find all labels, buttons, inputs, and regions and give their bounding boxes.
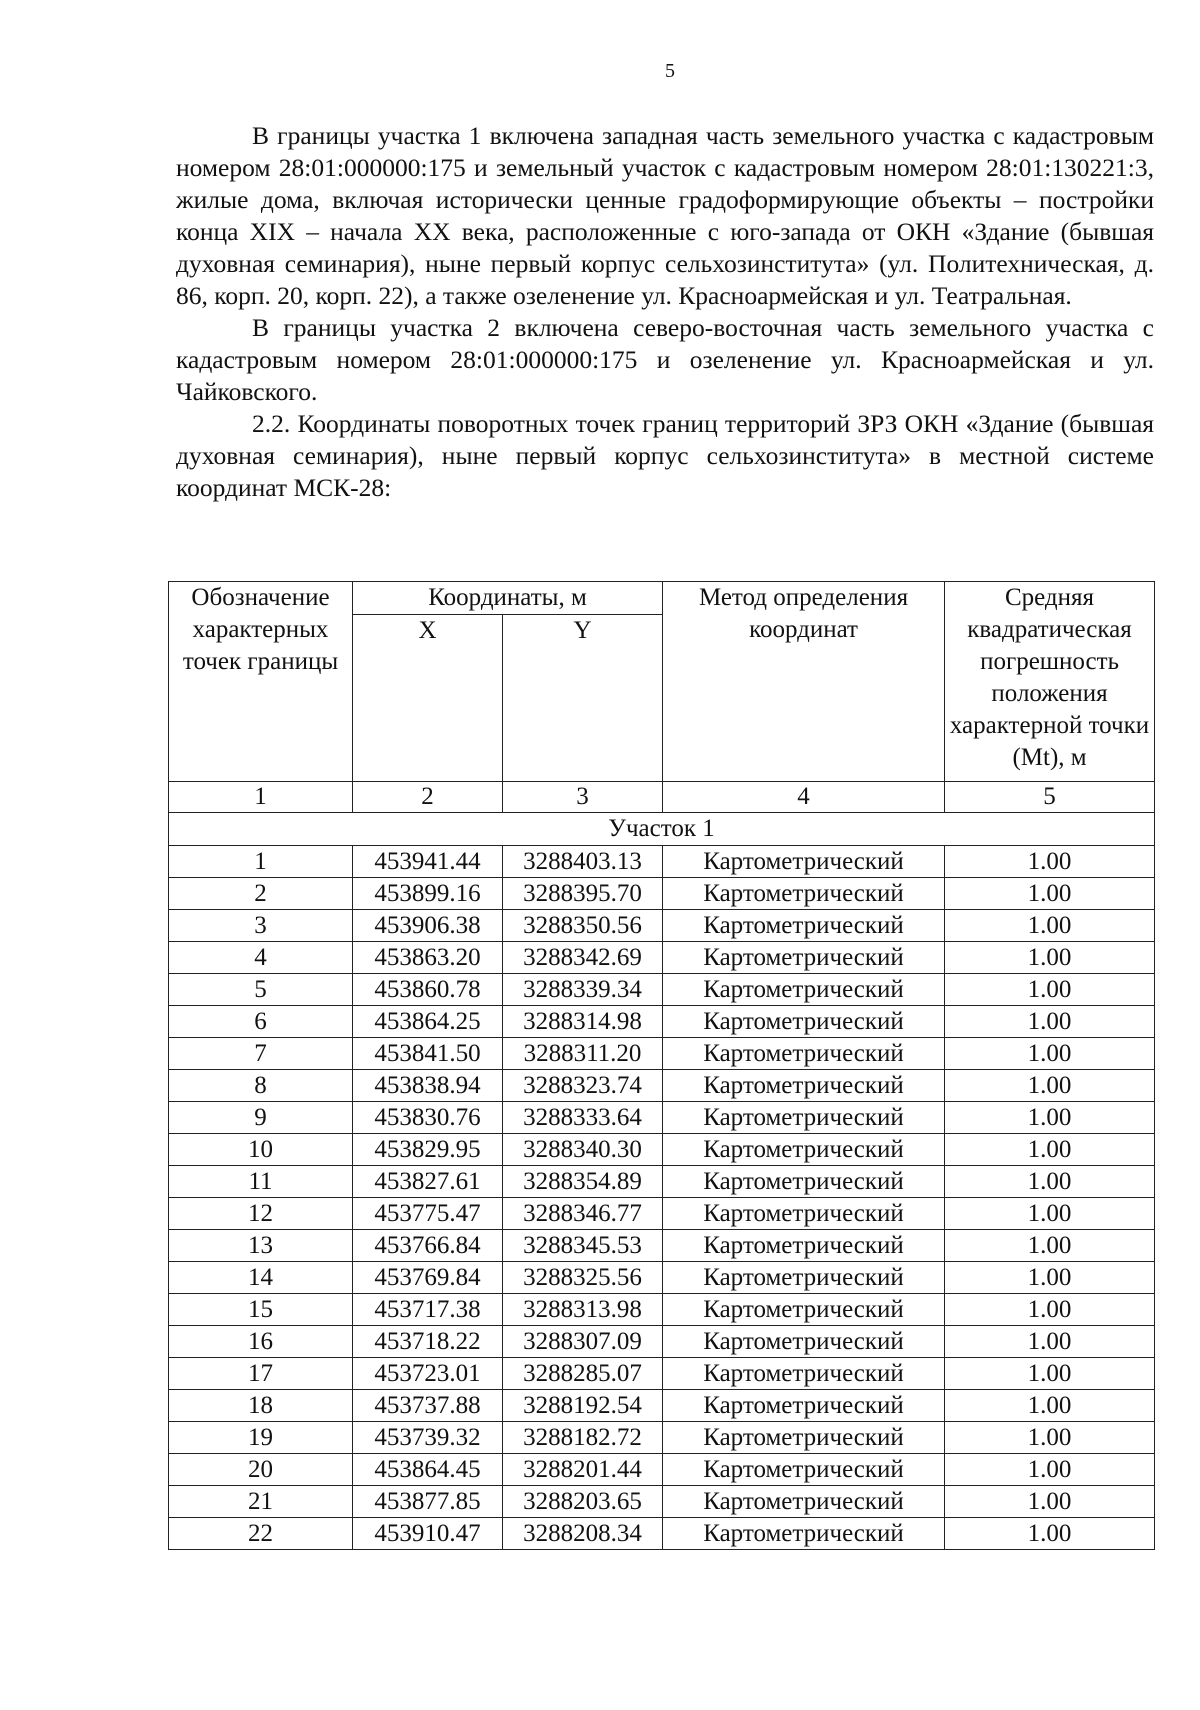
- table-row: [169, 1518, 1155, 1550]
- column-number: 1: [169, 782, 353, 813]
- coord-x: 453877.85: [353, 1486, 503, 1518]
- table-row: [169, 1006, 1155, 1038]
- coord-x: 453841.50: [353, 1038, 503, 1070]
- coord-y: 3288323.74: [503, 1070, 663, 1102]
- coord-x: 453827.61: [353, 1166, 503, 1198]
- method-value: Картометрический: [663, 846, 945, 878]
- coord-x: 453863.20: [353, 942, 503, 974]
- coord-x: 453766.84: [353, 1230, 503, 1262]
- coord-y: 3288333.64: [503, 1102, 663, 1134]
- coord-y: 3288350.56: [503, 910, 663, 942]
- point-number: 7: [169, 1038, 353, 1070]
- coord-x: 453737.88: [353, 1390, 503, 1422]
- method-value: Картометрический: [663, 1134, 945, 1166]
- paragraph-plot-1: В границы участка 1 включена западная часть земельного участка с кадастровым номером 28:01:000000:175 и земельный участок с кадастровым номером 28:01:130221:3, жилые дома, включая исторически ценные градоформирующие объекты – постройки конца XIX – начала XX века, расположенные с юго-запада от ОКН «Здание (бывшая духовная семинария), ныне первый корпус сельхозинститута» (ул. Политехническая, д. 86, корп. 20, корп. 22), а также озеленение ул. Красноармейская и ул. Театральная.: [176, 121, 1154, 310]
- coord-x: 453906.38: [353, 910, 503, 942]
- method-value: Картометрический: [663, 1198, 945, 1230]
- error-value: 1.00: [945, 1262, 1155, 1294]
- table-row: [169, 1230, 1155, 1262]
- coord-y: 3288340.30: [503, 1134, 663, 1166]
- coord-y: 3288325.56: [503, 1262, 663, 1294]
- header-x: X: [353, 615, 503, 782]
- method-value: Картометрический: [663, 942, 945, 974]
- point-number: 17: [169, 1358, 353, 1390]
- method-value: Картометрический: [663, 910, 945, 942]
- body-text: [176, 120, 1154, 504]
- coord-y: 3288307.09: [503, 1326, 663, 1358]
- table-row: [169, 1390, 1155, 1422]
- method-value: Картометрический: [663, 1486, 945, 1518]
- error-value: 1.00: [945, 1390, 1155, 1422]
- point-number: 15: [169, 1294, 353, 1326]
- coord-y: 3288203.65: [503, 1486, 663, 1518]
- coord-x: 453838.94: [353, 1070, 503, 1102]
- coord-x: 453910.47: [353, 1518, 503, 1550]
- point-number: 12: [169, 1198, 353, 1230]
- table-body: [169, 846, 1155, 1550]
- coord-y: 3288345.53: [503, 1230, 663, 1262]
- coord-x: 453723.01: [353, 1358, 503, 1390]
- coord-x: 453899.16: [353, 878, 503, 910]
- point-number: 5: [169, 974, 353, 1006]
- error-value: 1.00: [945, 1358, 1155, 1390]
- coord-x: 453860.78: [353, 974, 503, 1006]
- coord-x: 453739.32: [353, 1422, 503, 1454]
- coord-y: 3288311.20: [503, 1038, 663, 1070]
- header-coordinates: Координаты, м: [353, 582, 663, 615]
- table-row: [169, 846, 1155, 878]
- error-value: 1.00: [945, 1230, 1155, 1262]
- coord-x: 453775.47: [353, 1198, 503, 1230]
- coord-y: 3288342.69: [503, 942, 663, 974]
- column-number: 4: [663, 782, 945, 813]
- coord-y: 3288339.34: [503, 974, 663, 1006]
- table-row: [169, 1070, 1155, 1102]
- method-value: Картометрический: [663, 1294, 945, 1326]
- method-value: Картометрический: [663, 974, 945, 1006]
- error-value: 1.00: [945, 1102, 1155, 1134]
- coord-y: 3288285.07: [503, 1358, 663, 1390]
- column-number: 5: [945, 782, 1155, 813]
- error-value: 1.00: [945, 974, 1155, 1006]
- table-row: [169, 878, 1155, 910]
- point-number: 1: [169, 846, 353, 878]
- coord-y: 3288346.77: [503, 1198, 663, 1230]
- column-number-row: [169, 782, 1155, 813]
- error-value: 1.00: [945, 1198, 1155, 1230]
- method-value: Картометрический: [663, 1230, 945, 1262]
- coord-x: 453864.25: [353, 1006, 503, 1038]
- error-value: 1.00: [945, 846, 1155, 878]
- point-number: 4: [169, 942, 353, 974]
- table-row: [169, 1102, 1155, 1134]
- error-value: 1.00: [945, 1294, 1155, 1326]
- table-row: [169, 1422, 1155, 1454]
- point-number: 10: [169, 1134, 353, 1166]
- table-row: [169, 1198, 1155, 1230]
- method-value: Картометрический: [663, 1102, 945, 1134]
- error-value: 1.00: [945, 910, 1155, 942]
- column-number: 3: [503, 782, 663, 813]
- table-row: [169, 1262, 1155, 1294]
- point-number: 2: [169, 878, 353, 910]
- error-value: 1.00: [945, 1070, 1155, 1102]
- point-number: 9: [169, 1102, 353, 1134]
- coord-y: 3288395.70: [503, 878, 663, 910]
- section-label: Участок 1: [169, 813, 1155, 846]
- method-value: Картометрический: [663, 1390, 945, 1422]
- paragraph-plot-2: В границы участка 2 включена северо-восточная часть земельного участка с кадастровым номером 28:01:000000:175 и озеленение ул. Красноармейская и ул. Чайковского.: [176, 313, 1154, 406]
- error-value: 1.00: [945, 1518, 1155, 1550]
- coord-y: 3288403.13: [503, 846, 663, 878]
- coord-y: 3288208.34: [503, 1518, 663, 1550]
- table-row: [169, 942, 1155, 974]
- error-value: 1.00: [945, 942, 1155, 974]
- table-row: [169, 1294, 1155, 1326]
- column-number: 2: [353, 782, 503, 813]
- coord-x: 453829.95: [353, 1134, 503, 1166]
- point-number: 14: [169, 1262, 353, 1294]
- table-row: [169, 1358, 1155, 1390]
- point-number: 18: [169, 1390, 353, 1422]
- error-value: 1.00: [945, 1326, 1155, 1358]
- method-value: Картометрический: [663, 1262, 945, 1294]
- coord-y: 3288182.72: [503, 1422, 663, 1454]
- coord-x: 453941.44: [353, 846, 503, 878]
- coord-x: 453864.45: [353, 1454, 503, 1486]
- error-value: 1.00: [945, 1454, 1155, 1486]
- table-row: [169, 974, 1155, 1006]
- table-row: [169, 1038, 1155, 1070]
- method-value: Картометрический: [663, 1038, 945, 1070]
- error-value: 1.00: [945, 1006, 1155, 1038]
- header-y: Y: [503, 615, 663, 782]
- error-value: 1.00: [945, 1166, 1155, 1198]
- table-row: [169, 1134, 1155, 1166]
- method-value: Картометрический: [663, 878, 945, 910]
- coord-x: 453769.84: [353, 1262, 503, 1294]
- paragraph-coordinates-intro: 2.2. Координаты поворотных точек границ территорий ЗРЗ ОКН «Здание (бывшая духовная семинария), ныне первый корпус сельхозинститута» в местной системе координат МСК-28:: [176, 409, 1154, 502]
- coord-y: 3288354.89: [503, 1166, 663, 1198]
- header-method: Метод определения координат: [663, 582, 945, 782]
- error-value: 1.00: [945, 878, 1155, 910]
- method-value: Картометрический: [663, 1166, 945, 1198]
- point-number: 19: [169, 1422, 353, 1454]
- method-value: Картометрический: [663, 1422, 945, 1454]
- coordinates-table: [168, 581, 1155, 1550]
- coord-x: 453830.76: [353, 1102, 503, 1134]
- point-number: 20: [169, 1454, 353, 1486]
- header-error: Средняя квадратическая погрешность положения характерной точки (Mt), м: [945, 582, 1155, 782]
- method-value: Картометрический: [663, 1454, 945, 1486]
- method-value: Картометрический: [663, 1518, 945, 1550]
- point-number: 11: [169, 1166, 353, 1198]
- method-value: Картометрический: [663, 1326, 945, 1358]
- table-row: [169, 1166, 1155, 1198]
- method-value: Картометрический: [663, 1358, 945, 1390]
- point-number: 8: [169, 1070, 353, 1102]
- method-value: Картометрический: [663, 1006, 945, 1038]
- point-number: 21: [169, 1486, 353, 1518]
- error-value: 1.00: [945, 1038, 1155, 1070]
- coord-y: 3288314.98: [503, 1006, 663, 1038]
- point-number: 16: [169, 1326, 353, 1358]
- point-number: 22: [169, 1518, 353, 1550]
- method-value: Картометрический: [663, 1070, 945, 1102]
- coord-y: 3288313.98: [503, 1294, 663, 1326]
- error-value: 1.00: [945, 1486, 1155, 1518]
- error-value: 1.00: [945, 1134, 1155, 1166]
- coord-x: 453718.22: [353, 1326, 503, 1358]
- coord-x: 453717.38: [353, 1294, 503, 1326]
- coord-y: 3288192.54: [503, 1390, 663, 1422]
- point-number: 3: [169, 910, 353, 942]
- point-number: 13: [169, 1230, 353, 1262]
- table-row: [169, 1326, 1155, 1358]
- table-row: [169, 1454, 1155, 1486]
- point-number: 6: [169, 1006, 353, 1038]
- table-row: [169, 1486, 1155, 1518]
- header-designation: Обозначение характерных точек границы: [169, 582, 353, 782]
- coord-y: 3288201.44: [503, 1454, 663, 1486]
- table-row: [169, 910, 1155, 942]
- error-value: 1.00: [945, 1422, 1155, 1454]
- page-number: 5: [665, 60, 675, 82]
